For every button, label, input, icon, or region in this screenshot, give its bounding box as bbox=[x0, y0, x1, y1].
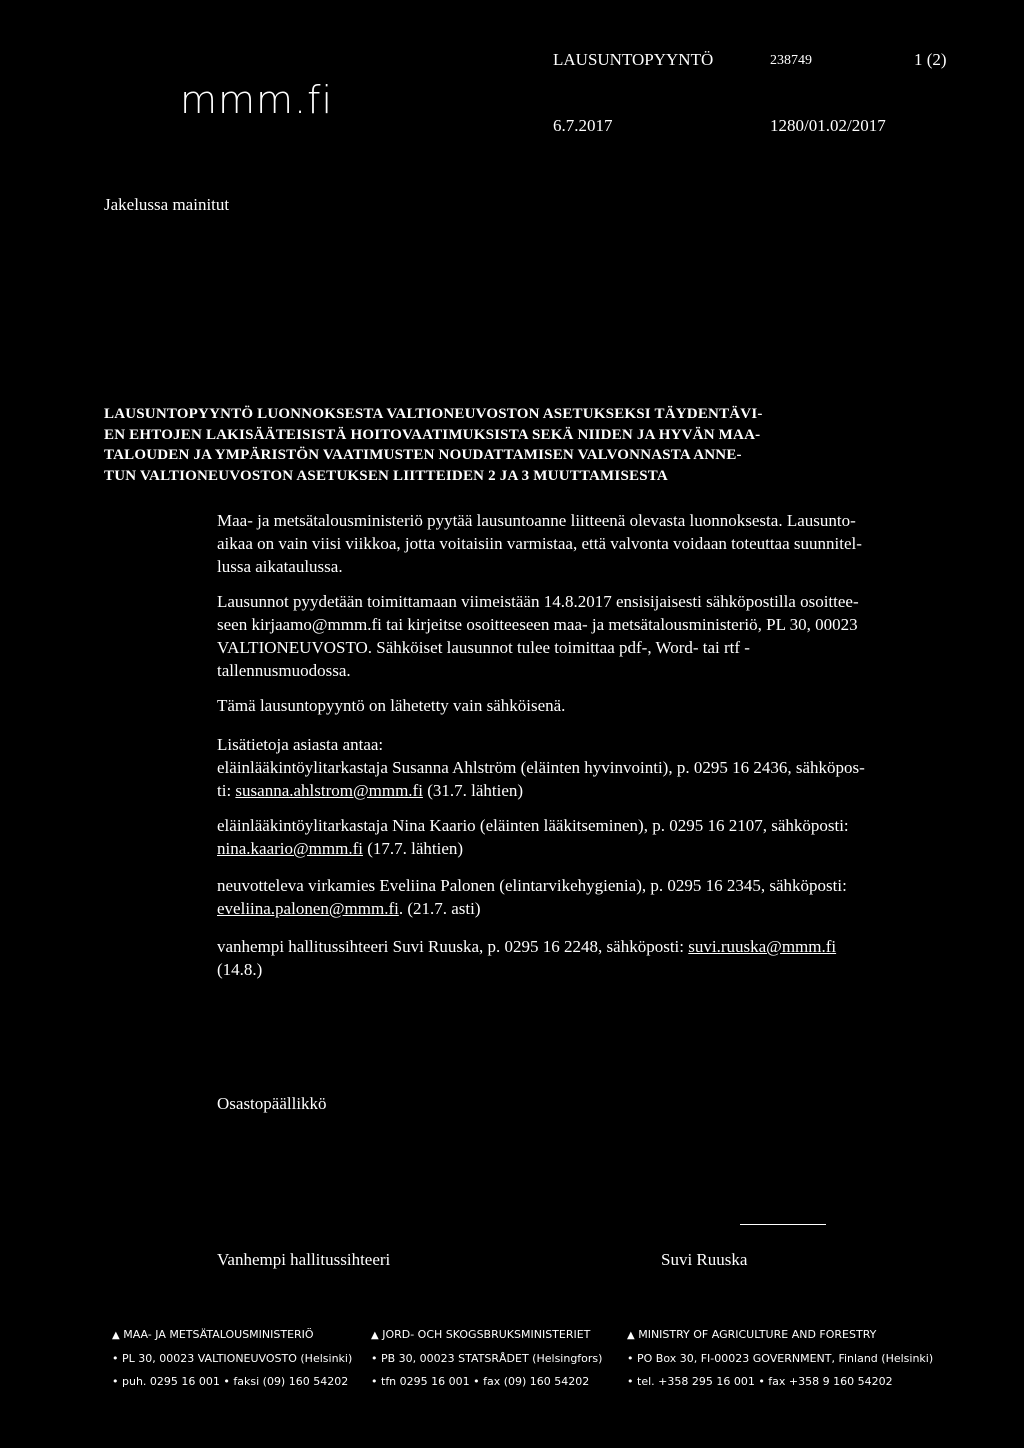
signature-role-head: Osastopäällikkö bbox=[217, 1094, 327, 1113]
contact-palonen bbox=[217, 874, 967, 920]
title-line: LAUSUNTOPYYNTÖ LUONNOKSESTA VALTIONEUVOSTON ASETUKSEKSI TÄYDENTÄVI- bbox=[104, 406, 763, 422]
contacts-section bbox=[217, 733, 967, 802]
text-line: seen kirjaamo@mmm.fi tai kirjeitse osoitteeseen maa- ja metsätalousministeriö, PL 30, 00023 bbox=[217, 615, 858, 634]
footer-phone: • tel. +358 295 16 001 • fax +358 9 160 54202 bbox=[627, 1375, 893, 1388]
footer-address: • PB 30, 00023 STATSRÅDET (Helsingfors) bbox=[371, 1352, 603, 1365]
contact-kaario bbox=[217, 814, 967, 860]
email-link[interactable]: suvi.ruuska@mmm.fi bbox=[688, 937, 837, 956]
paragraph-electronic bbox=[217, 694, 967, 717]
document-date: 6.7.2017 bbox=[553, 116, 613, 135]
footer-address: • PO Box 30, FI-00023 GOVERNMENT, Finland (Helsinki) bbox=[627, 1352, 934, 1365]
text: (31.7. lähtien) bbox=[422, 781, 524, 800]
contact-line bbox=[217, 935, 967, 958]
signature-name: Suvi Ruuska bbox=[661, 1250, 748, 1269]
text-line: lussa aikataulussa. bbox=[217, 557, 343, 576]
document-number: 238749 bbox=[770, 53, 812, 68]
paragraph-deadline bbox=[217, 590, 967, 682]
contacts-intro: Lisätietoja asiasta antaa: bbox=[217, 735, 384, 754]
contact-line: eläinlääkintöylitarkastaja Susanna Ahlström (eläinten hyvinvointi), p. 0295 16 2436, sähköpos- bbox=[217, 758, 865, 777]
footer-english bbox=[627, 1323, 933, 1393]
contact-line bbox=[217, 837, 967, 860]
footer-org-name: ▲ JORD- OCH SKOGSBRUKSMINISTERIET bbox=[371, 1328, 591, 1341]
footer-swedish bbox=[371, 1323, 602, 1393]
footer-org-name: ▲ MINISTRY OF AGRICULTURE AND FORESTRY bbox=[627, 1328, 877, 1341]
triangle-icon: ▲ bbox=[112, 1330, 120, 1341]
signature-line bbox=[740, 1224, 826, 1225]
title-line: TUN VALTIONEUVOSTON ASETUKSEN LIITTEIDEN 2 JA 3 MUUTTAMISESTA bbox=[104, 467, 668, 484]
text-line: VALTIONEUVOSTO. Sähköiset lausunnot tulee toimittaa pdf-, Word- tai rtf - bbox=[217, 638, 750, 657]
text-line: Tämä lausuntopyyntö on lähetetty vain sähköisenä. bbox=[217, 696, 566, 715]
text: vanhempi hallitussihteeri Suvi Ruuska, p. 0295 16 2248, sähköposti: bbox=[217, 937, 689, 956]
email-link[interactable]: eveliina.palonen@mmm.fi bbox=[217, 899, 399, 918]
text-line: Maa- ja metsätalousministeriö pyytää lausuntoanne liitteenä olevasta luonnoksesta. Lausunto- bbox=[217, 511, 856, 530]
email-link[interactable]: susanna.ahlstrom@mmm.fi bbox=[235, 781, 423, 800]
document-type: LAUSUNTOPYYNTÖ bbox=[553, 50, 714, 69]
paragraph-request bbox=[217, 509, 967, 578]
contact-line: eläinlääkintöylitarkastaja Nina Kaario (eläinten lääkitseminen), p. 0295 16 2107, sähköposti: bbox=[217, 816, 849, 835]
footer-org-name: ▲ MAA- JA METSÄTALOUSMINISTERIÖ bbox=[112, 1328, 314, 1341]
signature-role-secretary: Vanhempi hallitussihteeri bbox=[217, 1250, 391, 1269]
text-line: Lausunnot pyydetään toimittamaan viimeistään 14.8.2017 ensisijaisesti sähköpostilla osoittee- bbox=[217, 592, 859, 611]
text-line: tallennusmuodossa. bbox=[217, 661, 351, 680]
text: ti: bbox=[217, 781, 236, 800]
text: (17.7. lähtien) bbox=[362, 839, 464, 858]
contact-line bbox=[217, 779, 967, 802]
contact-line bbox=[217, 897, 967, 920]
ministry-logo: mmm.fi bbox=[180, 78, 334, 122]
footer-phone: • puh. 0295 16 001 • faksi (09) 160 54202 bbox=[112, 1375, 349, 1388]
text-line: aikaa on vain viisi viikkoa, jotta voitaisiin varmistaa, että valvonta voidaan toteuttaa suunnitel- bbox=[217, 534, 862, 553]
title-line: TALOUDEN JA YMPÄRISTÖN VAATIMUSTEN NOUDATTAMISEN VALVONNASTA ANNE- bbox=[104, 447, 742, 463]
text: . (21.7. asti) bbox=[398, 899, 481, 918]
reference-number: 1280/01.02/2017 bbox=[770, 116, 886, 135]
footer-address: • PL 30, 00023 VALTIONEUVOSTO (Helsinki) bbox=[112, 1352, 353, 1365]
recipient: Jakelussa mainitut bbox=[104, 195, 230, 214]
email-link[interactable]: nina.kaario@mmm.fi bbox=[217, 839, 363, 858]
contact-line: (14.8.) bbox=[217, 960, 263, 979]
footer-phone: • tfn 0295 16 001 • fax (09) 160 54202 bbox=[371, 1375, 590, 1388]
contact-line: neuvotteleva virkamies Eveliina Palonen (elintarvikehygienia), p. 0295 16 2345, sähköposti: bbox=[217, 876, 847, 895]
triangle-icon: ▲ bbox=[371, 1330, 379, 1341]
contact-ruuska bbox=[217, 935, 967, 981]
document-title bbox=[104, 404, 954, 486]
footer-finnish bbox=[112, 1323, 352, 1393]
triangle-icon: ▲ bbox=[627, 1330, 635, 1341]
page-number: 1 (2) bbox=[914, 50, 947, 69]
title-line: EN EHTOJEN LAKISÄÄTEISISTÄ HOITOVAATIMUKSISTA SEKÄ NIIDEN JA HYVÄN MAA- bbox=[104, 426, 761, 443]
